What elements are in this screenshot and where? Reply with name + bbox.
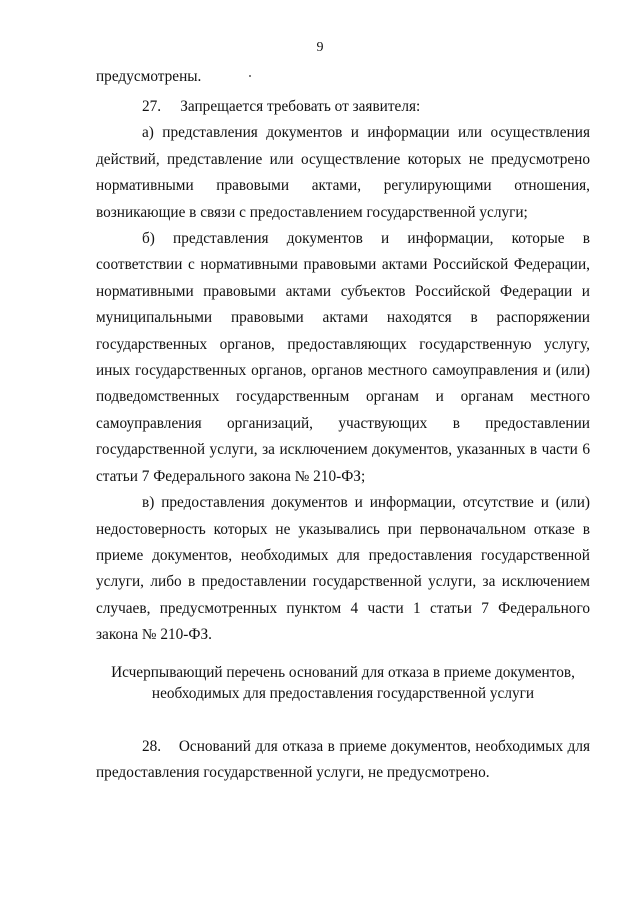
item-27-lead: 27. Запрещается требовать от заявителя: (142, 98, 421, 115)
item-27-a: а) представления документов и информации или осуществления действий, представление или осуществление которых не предусмотрено нормативными правовыми актами, регулирующими отношения, возникающие в связи с предоставлением государственной услуги; (96, 124, 590, 221)
item-28-text: 28. Оснований для отказа в приеме документов, необходимых для предоставления государственной услуги, не предусмотрено. (96, 738, 590, 782)
page-number: 9 (316, 40, 324, 55)
section-heading-line-1: Исчерпывающий перечень оснований для отказа в приеме документов, (111, 664, 575, 681)
item-27-block (96, 94, 590, 649)
scan-speck (249, 75, 251, 77)
carry-over-text: предусмотрены. (96, 68, 202, 85)
section-heading-line-2: необходимых для предоставления государственной услуги (151, 685, 535, 702)
item-27-c: в) предоставления документов и информации, отсутствие и (или) недостоверность которых не указывались при первоначальном отказе в приеме документов, необходимых для предоставления государственной услуги, либо в предоставлении государственной услуги, за исключением случаев, предусмотренных пунктом 4 части 1 статьи 7 Федерального закона № 210-ФЗ. (96, 494, 590, 644)
item-28-block (96, 734, 590, 787)
item-27-b: б) представления документов и информации, которые в соответствии с нормативными правовыми актами Российской Федерации, нормативными правовыми актами субъектов Российской Федерации и муниципальными правовыми актами находятся в распоряжении государственных органов, предоставляющих государственную услугу, иных государственных органов, органов местного самоуправления и (или) подведомственных государственным органам и органам местного самоуправления организаций, участвующих в предоставлении государственной услуги, за исключением документов, указанных в части 6 статьи 7 Федерального закона № 210-ФЗ; (96, 230, 590, 485)
section-heading (96, 662, 590, 704)
